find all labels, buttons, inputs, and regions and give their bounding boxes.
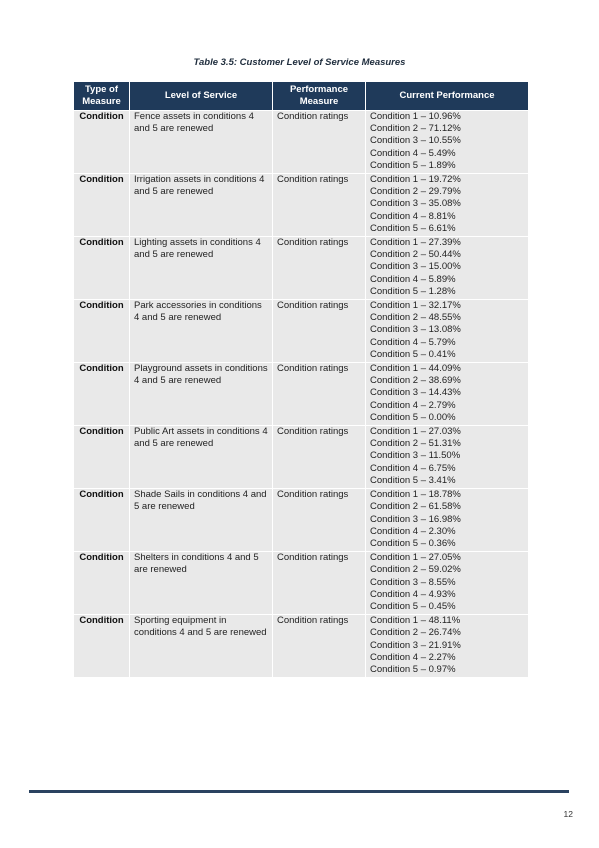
cell-level-of-service: Fence assets in conditions 4 and 5 are renewed <box>130 111 272 173</box>
cell-level-of-service: Shelters in conditions 4 and 5 are renewed <box>130 552 272 614</box>
header-current-performance: Current Performance <box>366 82 528 110</box>
condition-value: Condition 3 – 21.91% <box>370 639 461 651</box>
table-row <box>74 174 528 236</box>
condition-value: Condition 4 – 5.49% <box>370 147 456 159</box>
condition-value: Condition 2 – 59.02% <box>370 564 461 576</box>
condition-value: Condition 5 – 6.61% <box>370 222 456 234</box>
cell-type-of-measure: Condition <box>74 426 129 488</box>
condition-value: Condition 4 – 2.27% <box>370 651 456 663</box>
condition-value: Condition 4 – 2.79% <box>370 399 456 411</box>
table-row <box>74 489 528 551</box>
level-of-service-table <box>73 81 529 678</box>
cell-current-performance <box>366 174 528 236</box>
cell-current-performance <box>366 300 528 362</box>
condition-value: Condition 5 – 0.36% <box>370 537 456 549</box>
cell-type-of-measure: Condition <box>74 174 129 236</box>
table-row <box>74 552 528 614</box>
condition-value: Condition 3 – 8.55% <box>370 576 456 588</box>
condition-value: Condition 4 – 5.89% <box>370 273 456 285</box>
cell-current-performance <box>366 237 528 299</box>
table-header-row <box>74 82 528 110</box>
header-performance-measure: Performance Measure <box>273 82 365 110</box>
cell-performance-measure: Condition ratings <box>273 174 365 236</box>
table-row <box>74 237 528 299</box>
cell-current-performance <box>366 489 528 551</box>
condition-value: Condition 3 – 35.08% <box>370 198 461 210</box>
condition-value: Condition 1 – 27.39% <box>370 237 461 249</box>
condition-value: Condition 1 – 27.03% <box>370 426 461 438</box>
header-level-of-service: Level of Service <box>130 82 272 110</box>
cell-performance-measure: Condition ratings <box>273 300 365 362</box>
table-row <box>74 363 528 425</box>
condition-value: Condition 5 – 0.00% <box>370 411 456 423</box>
cell-level-of-service: Irrigation assets in conditions 4 and 5 are renewed <box>130 174 272 236</box>
cell-type-of-measure: Condition <box>74 237 129 299</box>
condition-value: Condition 3 – 11.50% <box>370 450 461 462</box>
table-row <box>74 300 528 362</box>
condition-value: Condition 3 – 15.00% <box>370 261 461 273</box>
condition-value: Condition 3 – 14.43% <box>370 387 461 399</box>
condition-value: Condition 1 – 18.78% <box>370 489 461 501</box>
cell-type-of-measure: Condition <box>74 489 129 551</box>
footer-rule <box>29 790 569 793</box>
cell-type-of-measure: Condition <box>74 615 129 677</box>
cell-current-performance <box>366 615 528 677</box>
cell-current-performance <box>366 111 528 173</box>
condition-value: Condition 2 – 48.55% <box>370 312 461 324</box>
condition-value: Condition 1 – 48.11% <box>370 615 461 627</box>
cell-current-performance <box>366 363 528 425</box>
cell-current-performance <box>366 426 528 488</box>
condition-value: Condition 5 – 3.41% <box>370 474 456 486</box>
table-row <box>74 615 528 677</box>
condition-value: Condition 1 – 10.96% <box>370 111 461 122</box>
cell-level-of-service: Lighting assets in conditions 4 and 5 are renewed <box>130 237 272 299</box>
cell-performance-measure: Condition ratings <box>273 489 365 551</box>
cell-performance-measure: Condition ratings <box>273 363 365 425</box>
condition-value: Condition 5 – 1.28% <box>370 285 456 297</box>
header-type-of-measure: Type of Measure <box>74 82 129 110</box>
cell-level-of-service: Sporting equipment in conditions 4 and 5 are renewed <box>130 615 272 677</box>
condition-value: Condition 1 – 44.09% <box>370 363 461 375</box>
table-row <box>74 426 528 488</box>
condition-value: Condition 3 – 13.08% <box>370 324 461 336</box>
cell-level-of-service: Playground assets in conditions 4 and 5 are renewed <box>130 363 272 425</box>
page-number: 12 <box>563 809 573 819</box>
condition-value: Condition 2 – 26.74% <box>370 627 461 639</box>
cell-type-of-measure: Condition <box>74 552 129 614</box>
condition-value: Condition 5 – 0.45% <box>370 600 456 612</box>
condition-value: Condition 4 – 8.81% <box>370 210 456 222</box>
condition-value: Condition 4 – 2.30% <box>370 525 456 537</box>
cell-performance-measure: Condition ratings <box>273 552 365 614</box>
cell-performance-measure: Condition ratings <box>273 615 365 677</box>
cell-performance-measure: Condition ratings <box>273 111 365 173</box>
cell-current-performance <box>366 552 528 614</box>
condition-value: Condition 4 – 4.93% <box>370 588 456 600</box>
condition-value: Condition 4 – 6.75% <box>370 462 456 474</box>
condition-value: Condition 2 – 61.58% <box>370 501 461 513</box>
cell-level-of-service: Park accessories in conditions 4 and 5 are renewed <box>130 300 272 362</box>
condition-value: Condition 2 – 50.44% <box>370 249 461 261</box>
cell-type-of-measure: Condition <box>74 363 129 425</box>
condition-value: Condition 4 – 5.79% <box>370 336 456 348</box>
condition-value: Condition 3 – 10.55% <box>370 135 461 147</box>
cell-type-of-measure: Condition <box>74 111 129 173</box>
table-row <box>74 111 528 173</box>
condition-value: Condition 5 – 0.41% <box>370 348 456 360</box>
condition-value: Condition 3 – 16.98% <box>370 513 461 525</box>
condition-value: Condition 5 – 0.97% <box>370 663 456 675</box>
condition-value: Condition 1 – 27.05% <box>370 552 461 564</box>
condition-value: Condition 5 – 1.89% <box>370 159 456 171</box>
condition-value: Condition 1 – 19.72% <box>370 174 461 186</box>
condition-value: Condition 2 – 71.12% <box>370 123 461 135</box>
cell-performance-measure: Condition ratings <box>273 426 365 488</box>
cell-level-of-service: Shade Sails in conditions 4 and 5 are renewed <box>130 489 272 551</box>
condition-value: Condition 2 – 51.31% <box>370 438 461 450</box>
table-caption: Table 3.5: Customer Level of Service Measures <box>193 57 406 68</box>
cell-type-of-measure: Condition <box>74 300 129 362</box>
cell-level-of-service: Public Art assets in conditions 4 and 5 are renewed <box>130 426 272 488</box>
cell-performance-measure: Condition ratings <box>273 237 365 299</box>
condition-value: Condition 2 – 38.69% <box>370 375 461 387</box>
condition-value: Condition 2 – 29.79% <box>370 186 461 198</box>
condition-value: Condition 1 – 32.17% <box>370 300 461 312</box>
